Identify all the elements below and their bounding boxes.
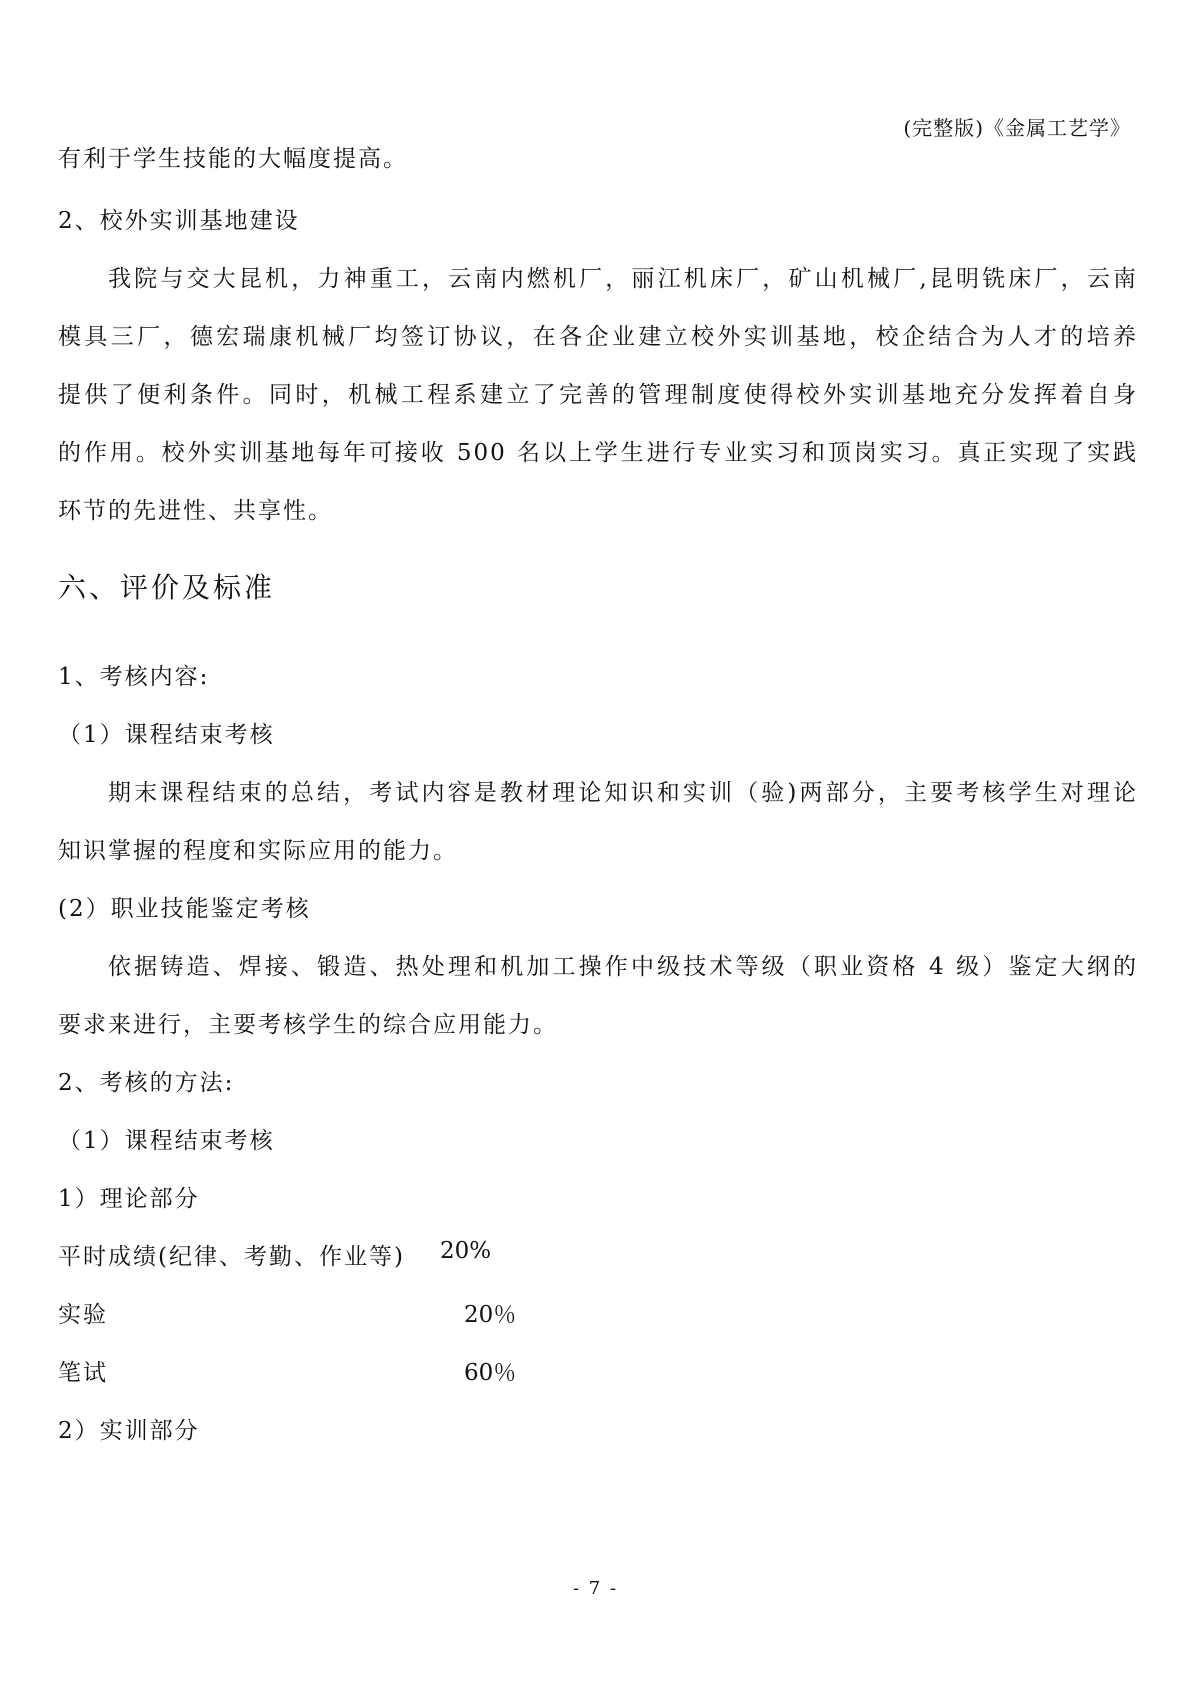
text-line: 有利于学生技能的大幅度提高。 — [58, 146, 408, 172]
paragraph-line: 提供了便利条件。同时，机械工程系建立了完善的管理制度使得校外实训基地充分发挥着自身 — [58, 382, 1138, 408]
paragraph-line: 依据铸造、焊接、锻造、热处理和机加工操作中级技术等级（职业资格 4 级）鉴定大纲的 — [108, 954, 1138, 980]
paragraph-line: 的作用。校外实训基地每年可接收 500 名以上学生进行专业实习和顶岗实习。真正实现了实践 — [58, 440, 1138, 466]
paragraph-line: 知识掌握的程度和实际应用的能力。 — [58, 838, 458, 864]
item-heading: 2）实训部分 — [58, 1418, 200, 1444]
paragraph-line: 要求来进行，主要考核学生的综合应用能力。 — [58, 1012, 558, 1038]
paragraph-line: 我院与交大昆机，力神重工，云南内燃机厂，丽江机床厂，矿山机械厂,昆明铣床厂，云南 — [108, 266, 1138, 292]
grade-label: 笔试 — [58, 1360, 108, 1386]
section-heading: 六、评价及标准 — [58, 571, 276, 604]
item-heading: 1）理论部分 — [58, 1186, 200, 1212]
document-header: (完整版)《金属工艺学》 — [903, 116, 1131, 140]
item-heading: (2）职业技能鉴定考核 — [58, 896, 311, 922]
page-number: - 7 - — [572, 1578, 619, 1599]
subsection-heading: 2、考核的方法: — [58, 1070, 235, 1096]
paragraph-line: 期末课程结束的总结，考试内容是教材理论知识和实训（验)两部分，主要考核学生对理论 — [108, 780, 1138, 806]
paragraph-line: 环节的先进性、共享性。 — [58, 498, 333, 524]
grade-value: 60％ — [464, 1360, 517, 1386]
paragraph-line: 模具三厂，德宏瑞康机械厂均签订协议，在各企业建立校外实训基地，校企结合为人才的培养 — [58, 324, 1138, 350]
grade-value: 20％ — [464, 1302, 517, 1328]
item-heading: （1）课程结束考核 — [58, 1128, 275, 1154]
subsection-heading: 1、考核内容: — [58, 664, 210, 690]
grade-value: 20% — [440, 1238, 492, 1264]
item-heading: （1）课程结束考核 — [58, 722, 275, 748]
subsection-heading: 2、校外实训基地建设 — [58, 208, 300, 234]
grade-label: 平时成绩(纪律、考勤、作业等) — [58, 1244, 405, 1270]
grade-label: 实验 — [58, 1302, 108, 1328]
